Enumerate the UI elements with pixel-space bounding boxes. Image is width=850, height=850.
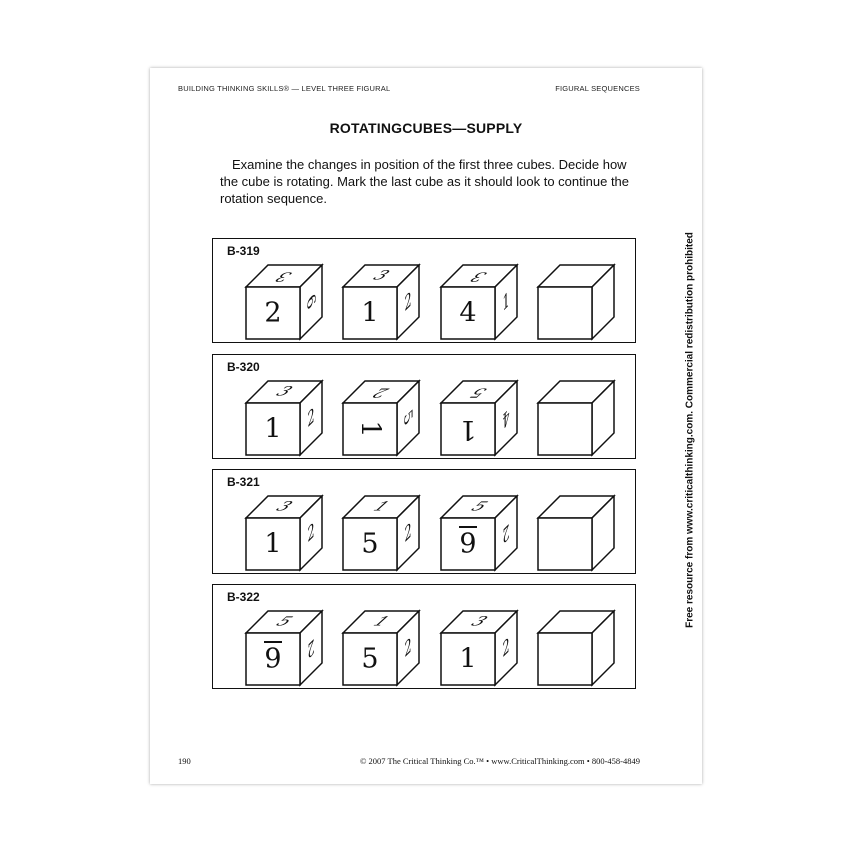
cube-side-number: 2: [307, 632, 315, 664]
cube-front-number: 1: [354, 420, 386, 438]
cube-side-number: 2: [307, 517, 315, 549]
cube-drawing: [246, 496, 326, 572]
problem-label: B-320: [227, 360, 260, 374]
header-series-title: BUILDING THINKING SKILLS® — LEVEL THREE FIGURAL: [178, 84, 391, 93]
cube-drawing: [343, 265, 423, 341]
cube-front-number: 9: [459, 528, 477, 560]
header-section-title: FIGURAL SEQUENCES: [555, 84, 640, 93]
cube-front-number: 1: [264, 528, 282, 560]
problem-b-320: [212, 354, 636, 459]
cube-drawing: [246, 381, 326, 457]
cube-front-number: 4: [459, 297, 477, 329]
cube-top-number: 1: [369, 614, 393, 630]
cube-drawing: [343, 611, 423, 687]
problem-label: B-322: [227, 590, 260, 604]
cube: [343, 496, 423, 572]
cube-top-number: 3: [272, 268, 296, 284]
cube-front-number: 5: [361, 528, 379, 560]
cube-front-number: 1: [361, 297, 379, 329]
instructions-text: Examine the changes in position of the first three cubes. Decide how the cube is rotating. Mark the last cube as it should look to continue the rotation sequence.: [220, 157, 630, 206]
cube: [246, 265, 326, 341]
cube-top-number: 3: [272, 499, 296, 515]
cube-front-number: 1: [264, 413, 282, 445]
cube-drawing: [343, 381, 423, 457]
cube-drawing: [441, 265, 521, 341]
cube-front-face: [538, 518, 592, 570]
cube-top-number: 3: [272, 384, 296, 400]
cube-drawing: [441, 611, 521, 687]
cube: [343, 611, 423, 687]
answer-cube[interactable]: [538, 496, 618, 572]
cube: [246, 496, 326, 572]
cube: [246, 381, 326, 457]
answer-cube[interactable]: [538, 265, 618, 341]
cube: [343, 265, 423, 341]
cube-front-face: [538, 287, 592, 339]
cube-drawing: [538, 265, 618, 341]
cube-drawing: [246, 265, 326, 341]
side-note-text: Free resource from www.criticalthinking.com. Commercial redistribution prohibited: [684, 232, 696, 628]
cube-front-face: [538, 633, 592, 685]
page-title: ROTATINGCUBES—SUPPLY: [329, 120, 523, 136]
cube-front-number: 5: [361, 643, 379, 675]
cube-drawing: [441, 381, 521, 457]
cube-side-number: 2: [307, 402, 315, 434]
cube-drawing: [343, 496, 423, 572]
problem-b-321: [212, 469, 636, 574]
answer-cube[interactable]: [538, 381, 618, 457]
cube: [441, 265, 521, 341]
page-number: 190: [178, 756, 191, 766]
cube-drawing: [246, 611, 326, 687]
cube-front-face: [538, 403, 592, 455]
problem-label: B-319: [227, 244, 260, 258]
cube-top-number: 5: [272, 614, 296, 630]
cube-top-number: 3: [369, 268, 393, 284]
cube-top-number: 3: [467, 268, 491, 284]
cube-front-number: 2: [264, 297, 282, 329]
cube-drawing: [538, 496, 618, 572]
cube: [441, 381, 521, 457]
problem-b-319: [212, 238, 636, 343]
answer-cube[interactable]: [538, 611, 618, 687]
cube-drawing: [538, 611, 618, 687]
cube-front-number: 1: [459, 643, 477, 675]
cube-side-number: 6: [304, 289, 318, 315]
cube-side-number: 2: [404, 517, 412, 549]
problem-label: B-321: [227, 475, 260, 489]
cube: [343, 381, 423, 457]
problem-b-322: [212, 584, 636, 689]
cube-side-number: 2: [502, 632, 510, 664]
cube-side-number: 2: [404, 632, 412, 664]
cube-top-number: 1: [369, 499, 393, 515]
worksheet-page: [150, 68, 702, 784]
cube-drawing: [441, 496, 521, 572]
footer-copyright: © 2007 The Critical Thinking Co.™ • www.CriticalThinking.com • 800-458-4849: [359, 756, 640, 766]
cube: [246, 611, 326, 687]
cube-top-number: 3: [467, 614, 491, 630]
cube-drawing: [538, 381, 618, 457]
cube-top-number: 5: [467, 384, 491, 400]
cube-top-number: 5: [467, 499, 491, 515]
cube-top-number: 2: [369, 384, 393, 400]
cube-side-number: 5: [401, 405, 415, 431]
cube-side-number: 1: [502, 286, 510, 318]
cube: [441, 496, 521, 572]
cube-side-number: 2: [502, 517, 510, 549]
cube-front-number: 1: [459, 413, 477, 445]
cube-side-number: 2: [404, 286, 412, 318]
cube-side-number: 4: [502, 402, 510, 434]
cube: [441, 611, 521, 687]
cube-front-number: 9: [264, 643, 282, 675]
